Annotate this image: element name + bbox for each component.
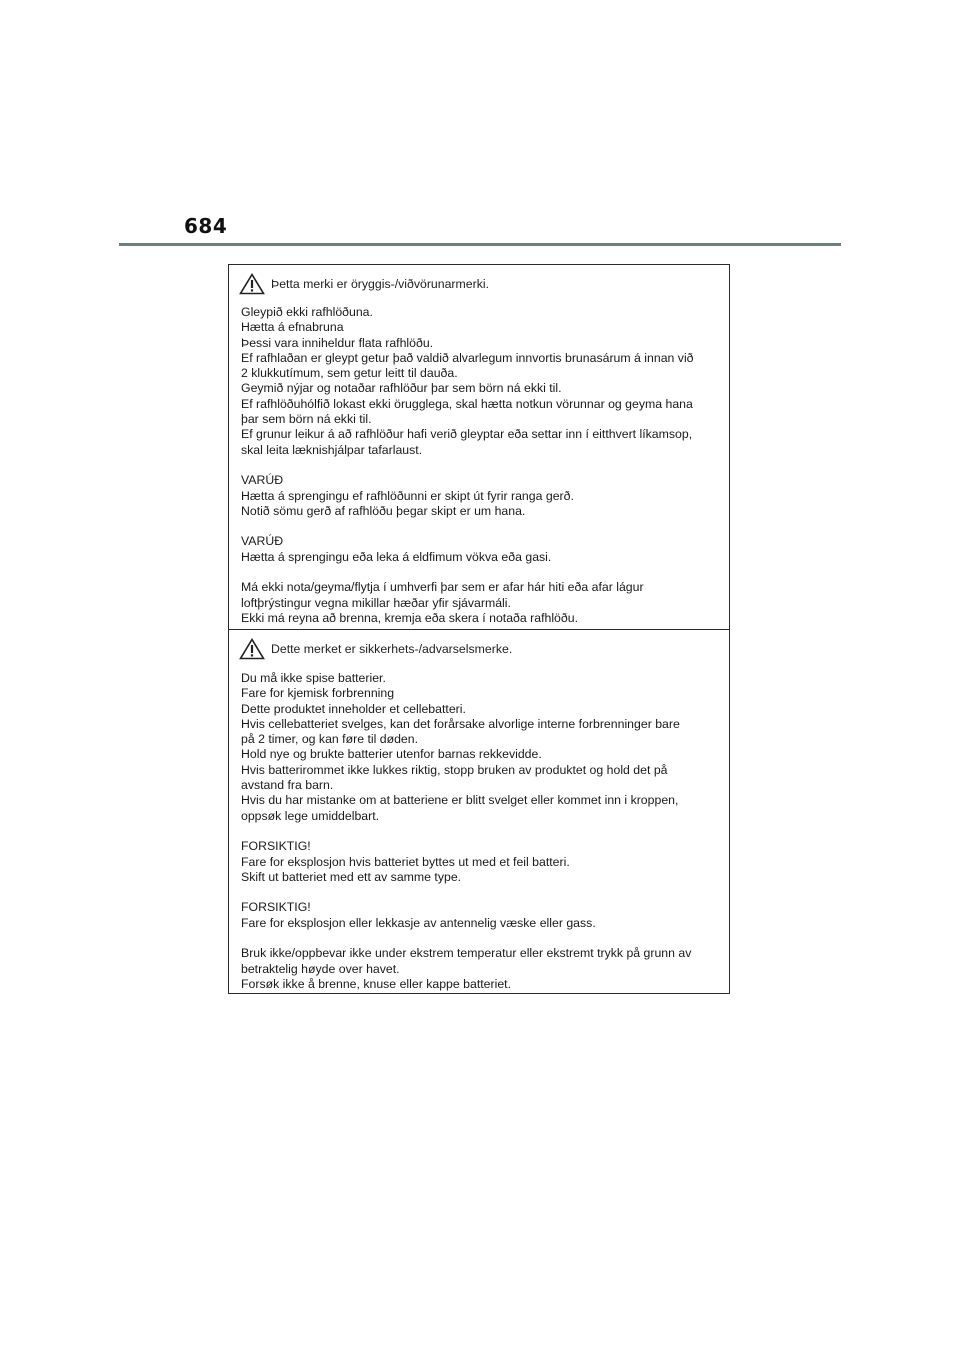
caution-replacement-paragraph (241, 839, 721, 885)
text-line: Ef grunur leikur á að rafhlöður hafi verið gleyptar eða settar inn í eitthvert líkamsop, (241, 427, 693, 442)
text-line: betraktelig høyde over havet. (241, 961, 400, 976)
warning-triangle-icon (239, 273, 265, 295)
symbol-description: Þetta merki er öryggis-/viðvörunarmerki. (271, 277, 489, 291)
text-line: Hold nye og brukte batterier utenfor barnas rekkevidde. (241, 747, 542, 762)
text-line: Fare for eksplosjon eller lekkasje av antennelig væske eller gass. (241, 915, 596, 930)
text-line: Forsøk ikke å brenne, knuse eller kappe batteriet. (241, 976, 511, 991)
caution-heading: VARÚÐ (241, 473, 284, 488)
environment-warning-paragraph (241, 946, 721, 992)
norwegian-warning-section (229, 629, 729, 995)
environment-warning-paragraph (241, 580, 721, 626)
text-line: Fare for eksplosjon hvis batteriet byttes ut med et feil batteri. (241, 854, 570, 869)
text-line: Þessi vara inniheldur flata rafhlöðu. (241, 335, 434, 350)
caution-heading: VARÚÐ (241, 534, 284, 549)
caution-leak-paragraph (241, 900, 721, 931)
text-line: loftþrýstingur vegna mikillar hæðar yfir sjávarmáli. (241, 595, 511, 610)
norwegian-body-text (241, 671, 721, 1008)
text-line: Notið sömu gerð af rafhlöðu þegar skipt er um hana. (241, 503, 526, 518)
text-line: Dette produktet inneholder et cellebatteri. (241, 701, 466, 716)
text-line: Ef rafhlöðuhólfið lokast ekki örugglega, skal hætta notkun vörunnar og geyma hana (241, 396, 693, 411)
text-line: Má ekki nota/geyma/flytja í umhverfi þar sem er afar hár hiti eða afar lágur (241, 580, 644, 595)
safety-symbol-row (239, 273, 489, 295)
icelandic-warning-section (229, 265, 729, 629)
ingestion-warning-paragraph (241, 671, 721, 824)
text-line: på 2 timer, og kan føre til døden. (241, 732, 419, 747)
ingestion-warning-paragraph (241, 305, 721, 458)
safety-symbol-row (239, 638, 512, 660)
caution-heading: FORSIKTIG! (241, 839, 311, 854)
text-line: Skift ut batteriet med ett av samme type. (241, 869, 462, 884)
text-line: Ekki má reyna að brenna, kremja eða skera í notaða rafhlöðu. (241, 610, 578, 625)
text-line: Ef rafhlaðan er gleypt getur það valdið alvarlegum innvortis brunasárum á innan við (241, 350, 694, 365)
icelandic-body-text (241, 305, 721, 642)
text-line: oppsøk lege umiddelbart. (241, 808, 380, 823)
text-line: Hvis cellebatteriet svelges, kan det forårsake alvorlige interne forbrenninger bare (241, 716, 680, 731)
text-line: Hætta á efnabruna (241, 320, 344, 335)
caution-replacement-paragraph (241, 473, 721, 519)
text-line: Hvis batterirommet ikke lukkes riktig, stopp bruken av produktet og hold det på (241, 762, 668, 777)
text-line: skal leita læknishjálpar tafarlaust. (241, 442, 423, 457)
caution-leak-paragraph (241, 534, 721, 565)
text-line: Hvis du har mistanke om at batteriene er blitt svelget eller kommet inn i kroppen, (241, 793, 679, 808)
symbol-description: Dette merket er sikkerhets-/advarselsmerke. (271, 642, 513, 656)
text-line: Bruk ikke/oppbevar ikke under ekstrem temperatur eller ekstremt trykk på grunn av (241, 946, 692, 961)
header-rule (119, 243, 841, 246)
text-line: 2 klukkutímum, sem getur leitt til dauða. (241, 366, 458, 381)
text-line: þar sem börn ná ekki til. (241, 412, 372, 427)
page-number: 684 (184, 214, 228, 238)
text-line: Hætta á sprengingu ef rafhlöðunni er skipt út fyrir ranga gerð. (241, 488, 574, 503)
warning-triangle-icon (239, 638, 265, 660)
text-line: Geymið nýjar og notaðar rafhlöður þar sem börn ná ekki til. (241, 381, 562, 396)
battery-warning-label (228, 264, 730, 994)
text-line: Fare for kjemisk forbrenning (241, 686, 395, 701)
caution-heading: FORSIKTIG! (241, 900, 311, 915)
text-line: Gleypið ekki rafhlöðuna. (241, 305, 373, 319)
text-line: Du må ikke spise batterier. (241, 671, 386, 685)
text-line: avstand fra barn. (241, 778, 334, 793)
text-line: Hætta á sprengingu eða leka á eldfimum vökva eða gasi. (241, 549, 552, 564)
